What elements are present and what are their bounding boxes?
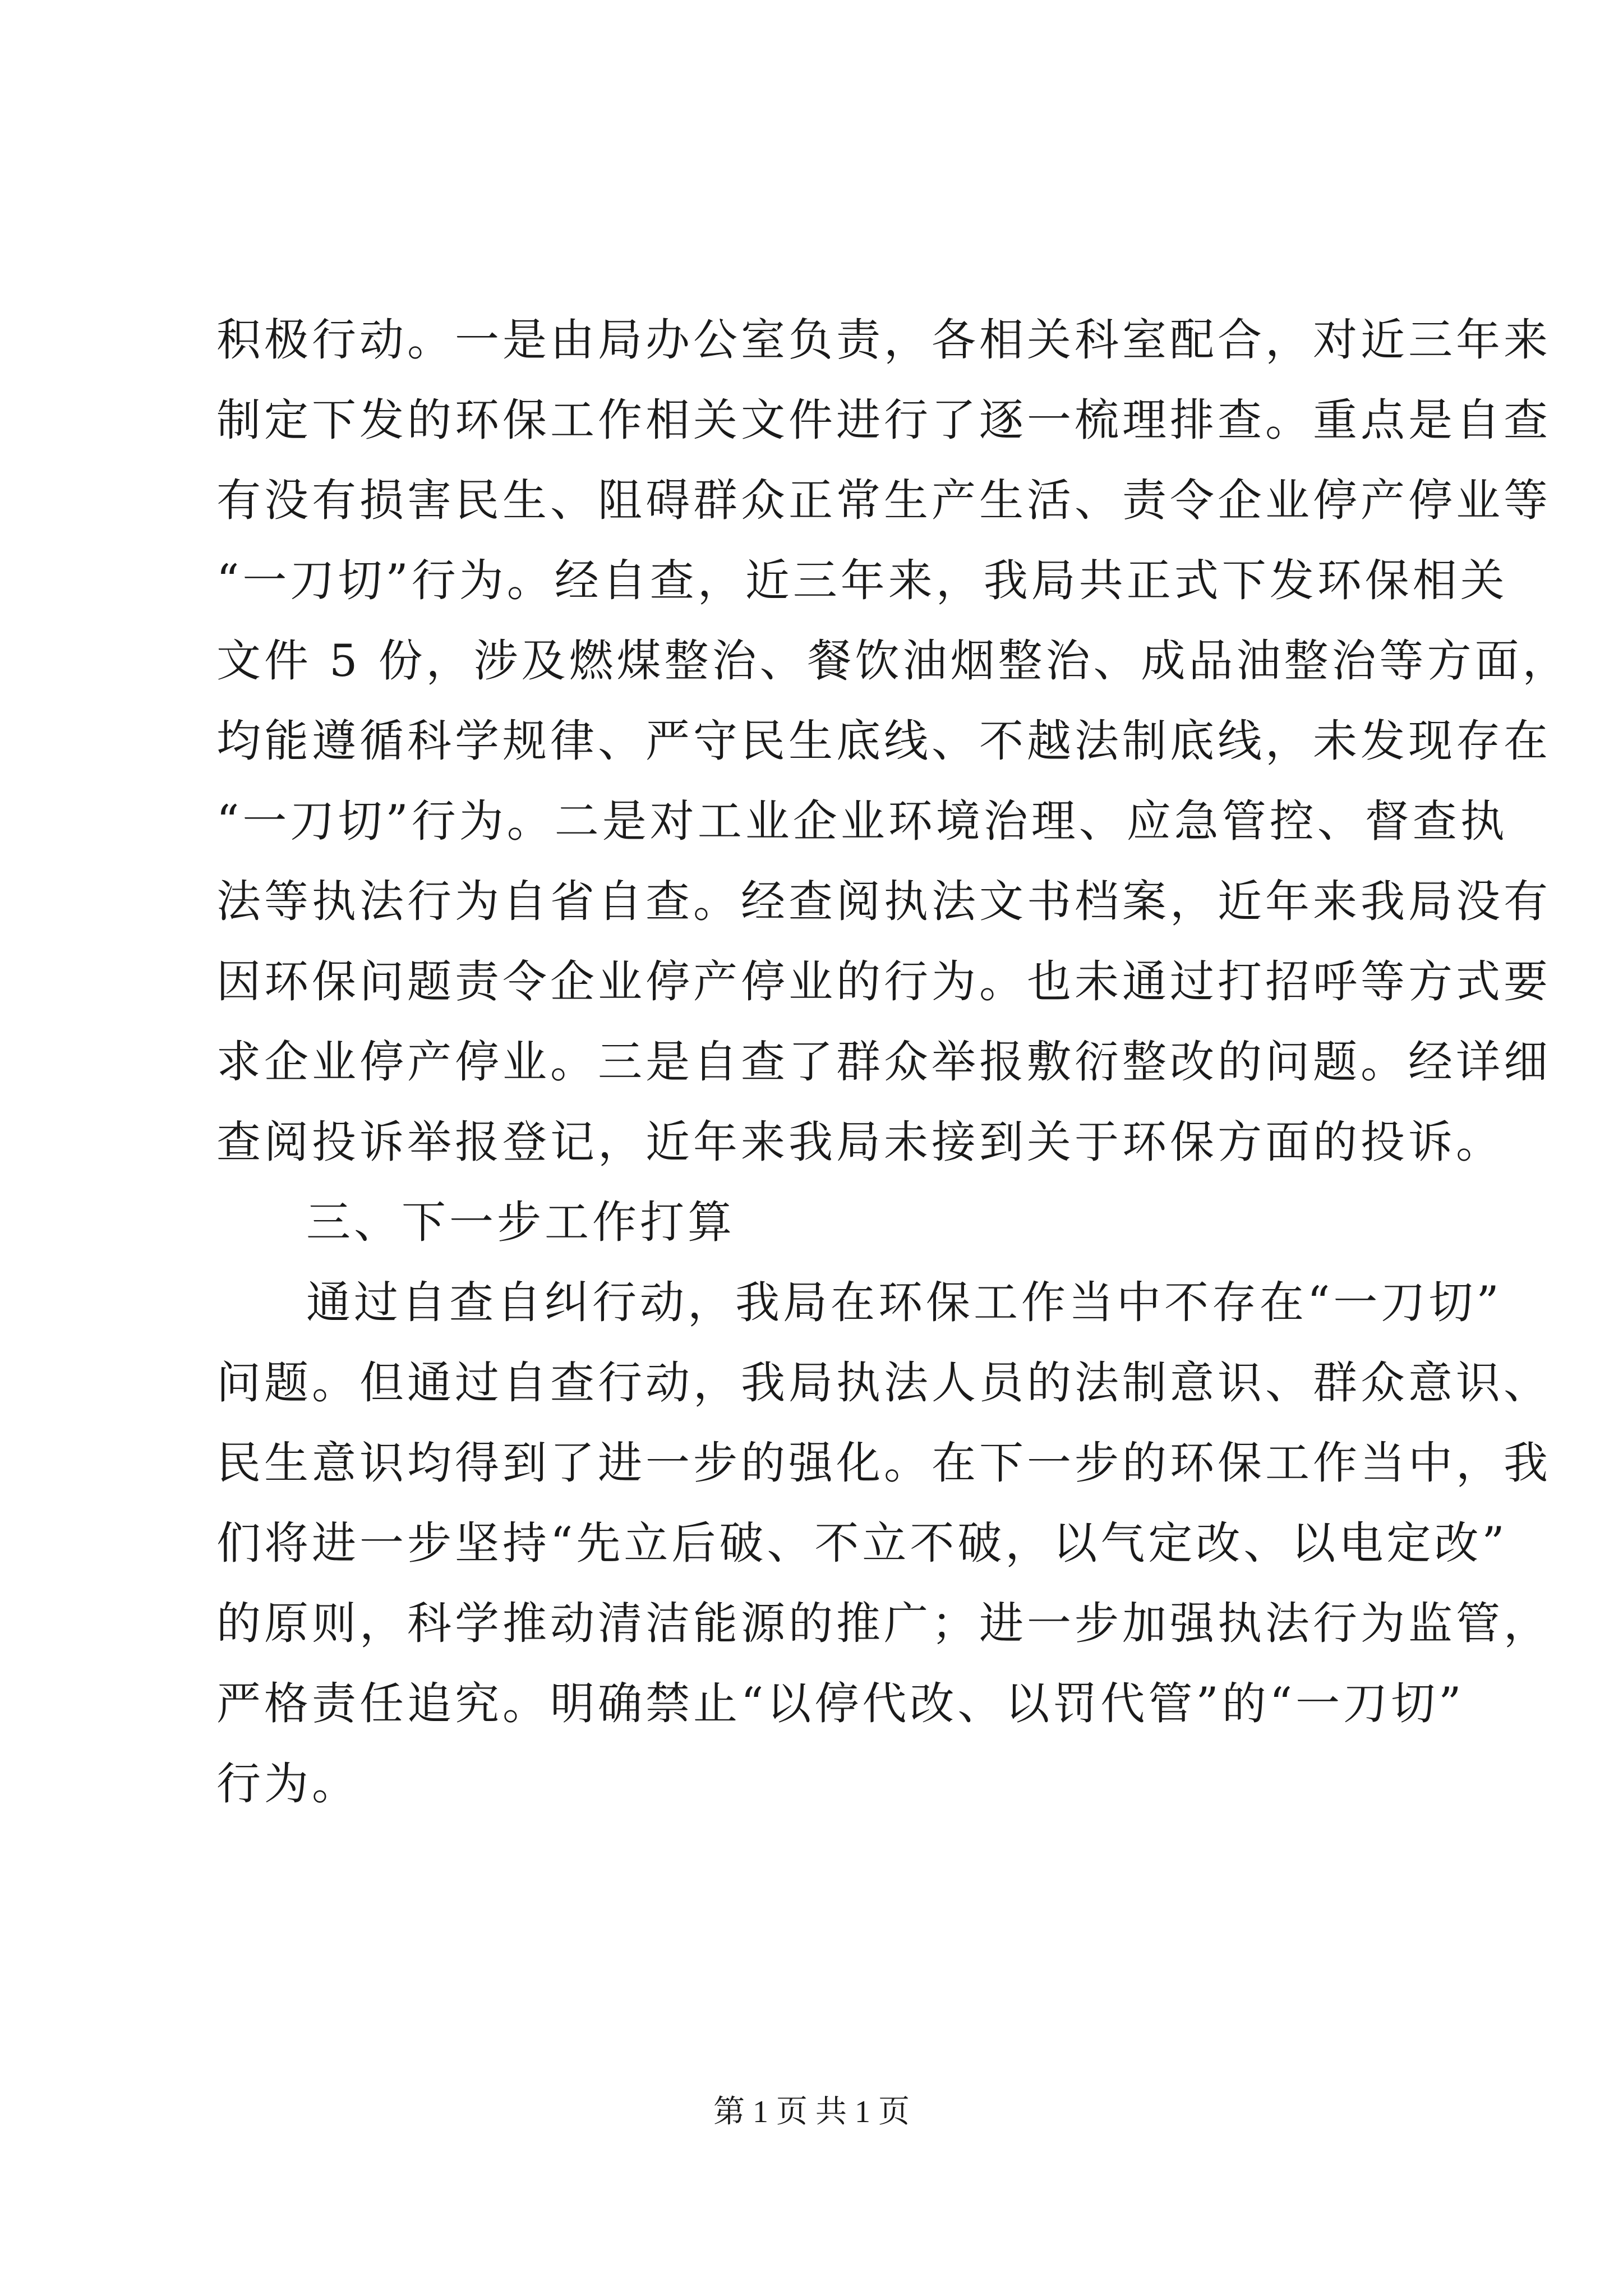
- body-line: 的原则，科学推动清洁能源的推广；进一步加强执法行为监管，: [216, 1598, 1551, 1649]
- body-line: 问题。但通过自查行动，我局执法人员的法制意识、群众意识、: [216, 1357, 1551, 1409]
- body-line: 求企业停产停业。三是自查了群众举报敷衍整改的问题。经详细: [216, 1036, 1551, 1088]
- body-line: 通过自查自纠行动，我局在环保工作当中不存在“一刀切”: [306, 1277, 1502, 1328]
- body-line: 严格责任追究。明确禁止“以停代改、以罚代管”的“一刀切”: [216, 1678, 1465, 1729]
- page-number-footer: 第 1 页 共 1 页: [713, 2095, 910, 2129]
- body-line: “一刀切”行为。经自查，近三年来，我局共正式下发环保相关: [216, 555, 1508, 606]
- body-line: 民生意识均得到了进一步的强化。在下一步的环保工作当中，我: [216, 1437, 1551, 1489]
- body-line: 积极行动。一是由局办公室负责，各相关科室配合，对近三年来: [216, 314, 1551, 366]
- document-body: [216, 300, 1570, 1824]
- body-line: 行为。: [216, 1758, 359, 1810]
- body-line: 因环保问题责令企业停产停业的行为。也未通过打招呼等方式要: [216, 956, 1551, 1007]
- body-line: 有没有损害民生、阻碍群众正常生产生活、责令企业停产停业等: [216, 475, 1551, 526]
- body-line: 制定下发的环保工作相关文件进行了逐一梳理排查。重点是自查: [216, 394, 1551, 446]
- body-line: 均能遵循科学规律、严守民生底线、不越法制底线，未发现存在: [216, 715, 1551, 767]
- body-line: 文件 5 份，涉及燃煤整治、餐饮油烟整治、成品油整治等方面，: [216, 635, 1570, 687]
- section-heading: 三、下一步工作打算: [306, 1197, 735, 1248]
- body-line: “一刀切”行为。二是对工业企业环境治理、应急管控、督查执: [216, 795, 1508, 847]
- body-line: 们将进一步坚持“先立后破、不立不破，以气定改、以电定改”: [216, 1517, 1508, 1569]
- body-line: 法等执法行为自省自查。经查阅执法文书档案，近年来我局没有: [216, 876, 1551, 927]
- body-line: 查阅投诉举报登记，近年来我局未接到关于环保方面的投诉。: [216, 1116, 1504, 1168]
